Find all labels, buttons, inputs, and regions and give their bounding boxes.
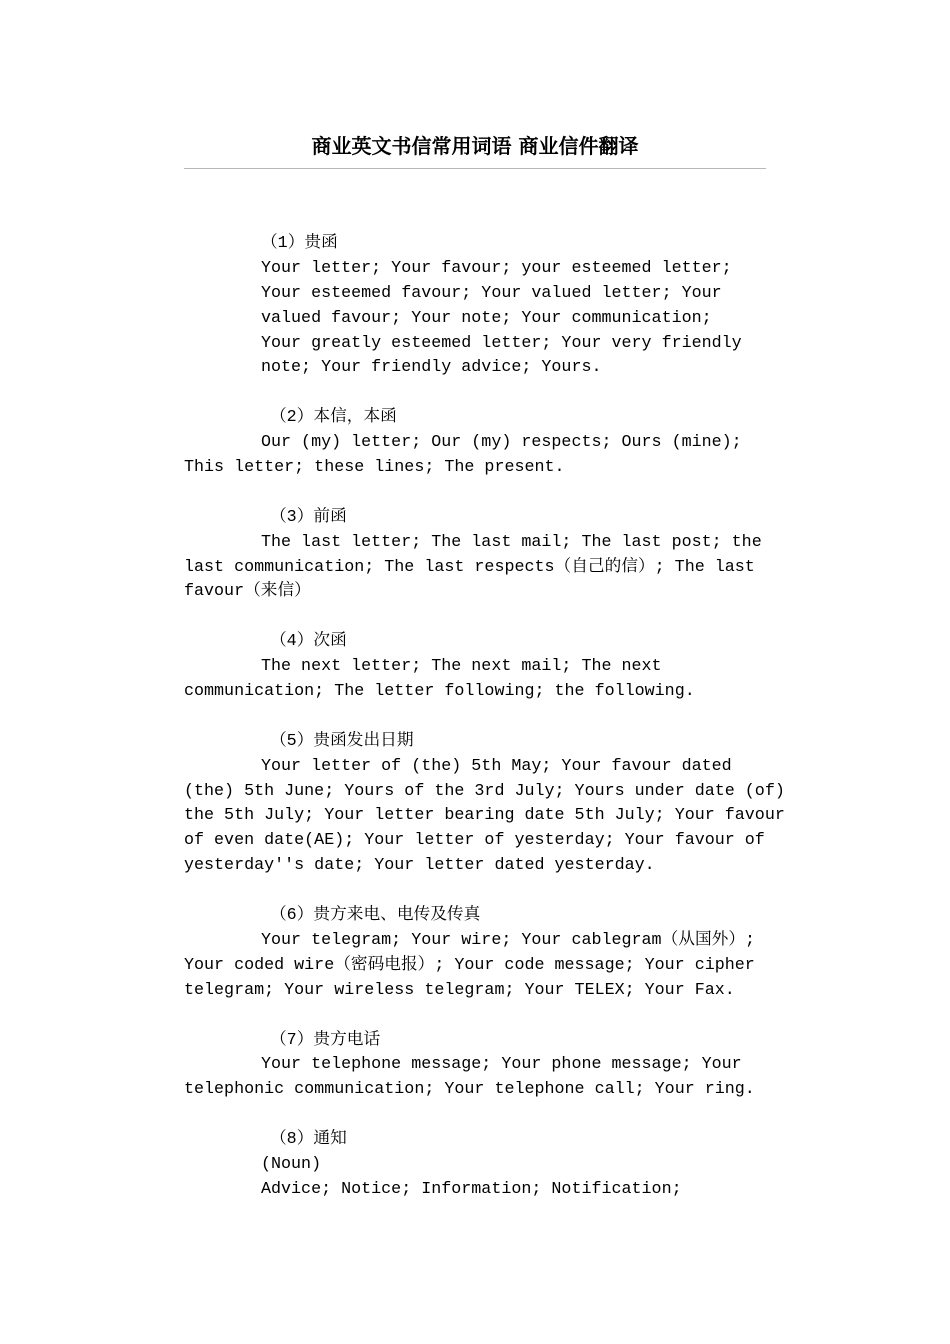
section-heading-8: （8）通知 (270, 1130, 347, 1150)
section-1-line: Your letter; Your favour; your esteemed letter; (261, 258, 732, 278)
paragraph-gap (184, 381, 766, 406)
paragraph-gap (184, 1004, 766, 1029)
section-5-line: yesterday''s date; Your letter dated yesterday. (184, 856, 655, 876)
section-heading-7: （7）贵方电话 (270, 1030, 381, 1050)
section-heading-1: （1）贵函 (261, 234, 338, 253)
paragraph-gap (184, 705, 766, 730)
section-heading-6: （6）贵方来电、电传及传真 (270, 906, 481, 926)
section-heading-5: （5）贵函发出日期 (270, 731, 414, 751)
section-5-line: the 5th July; Your letter bearing date 5th July; Your favour (184, 806, 785, 826)
section-6-line: Your telegram; Your wire; Your cablegram（从国外）; (261, 930, 756, 950)
section-5-line: Your letter of (the) 5th May; Your favour dated (261, 756, 732, 776)
section-2-line: This letter; these lines; The present. (184, 458, 565, 478)
title-divider (184, 168, 766, 169)
section-6-line: telegram; Your wireless telegram; Your TELEX; Your Fax. (184, 980, 735, 1000)
page-title: 商业英文书信常用词语 商业信件翻译 (311, 134, 639, 158)
section-3-line: last communication; The last respects（自己的信）; The last (184, 557, 755, 577)
paragraph-gap (184, 879, 766, 904)
section-8-line: Advice; Notice; Information; Notification; (261, 1179, 682, 1199)
section-1-line: note; Your friendly advice; Yours. (261, 358, 602, 378)
paragraph-gap (184, 605, 766, 630)
section-7-line: Your telephone message; Your phone message; Your (261, 1055, 742, 1075)
paragraph-gap (184, 1103, 766, 1128)
section-5-line: of even date(AE); Your letter of yesterday; Your favour of (184, 831, 765, 851)
section-6-line: Your coded wire（密码电报）; Your code message; Your cipher (184, 955, 755, 975)
section-1-line: Your greatly esteemed letter; Your very friendly (261, 333, 742, 353)
section-8-line: (Noun) (261, 1154, 322, 1174)
section-5-line: (the) 5th June; Yours of the 3rd July; Yours under date (of) (184, 781, 785, 801)
section-4-line: The next letter; The next mail; The next (261, 657, 662, 677)
section-1-line: valued favour; Your note; Your communication; (261, 308, 712, 328)
section-3-line: favour（来信） (184, 582, 311, 602)
section-heading-3: （3）前函 (270, 507, 347, 527)
paragraph-gap (184, 481, 766, 506)
section-2-line: Our (my) letter; Our (my) respects; Ours (mine); (261, 433, 742, 453)
section-heading-4: （4）次函 (270, 632, 347, 652)
section-heading-2: （2）本信，本函 (270, 408, 397, 428)
section-1-line: Your esteemed favour; Your valued letter; Your (261, 283, 722, 303)
document-body (184, 232, 785, 1203)
section-3-line: The last letter; The last mail; The last post; the (261, 532, 762, 552)
section-4-line: communication; The letter following; the following. (184, 682, 695, 702)
section-7-line: telephonic communication; Your telephone call; Your ring. (184, 1080, 755, 1100)
